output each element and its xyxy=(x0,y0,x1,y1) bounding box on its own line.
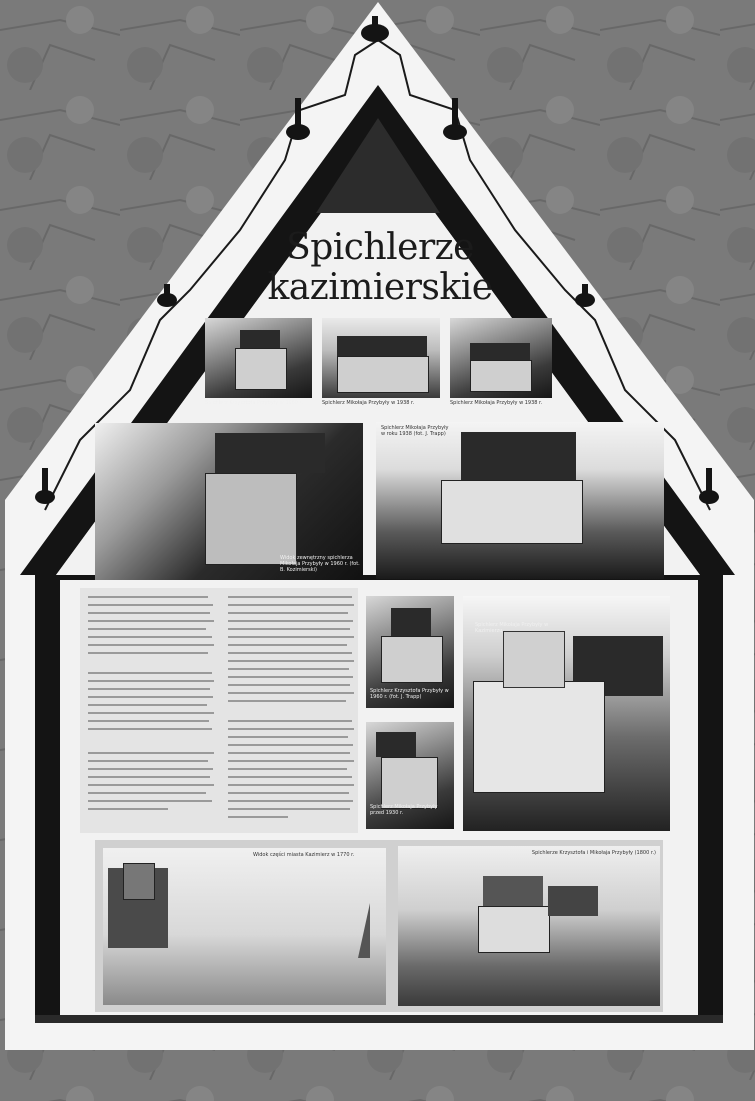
caption-big-right: Spichlerz Mikołaja Przybyły w Kazimierzu xyxy=(475,622,549,634)
caption-mid-2: Spichlerz Mikołaja Przybyły przed 1930 r. xyxy=(370,804,438,816)
title-line-1: Spichlerze xyxy=(286,227,474,268)
caption-small-1: Spichlerz Krzysztofa Przybyły w 1960 r. xyxy=(205,400,303,406)
caption-main-left: Widok zewnętrzny spichlerza Mikołaja Przybyły w 1960 r. (fot. B. Kozimierski) xyxy=(280,555,360,573)
caption-mid-1: Spichlerz Krzysztofa Przybyły w 1960 r. (fot. J. Trapp) xyxy=(370,688,449,700)
title-line-2: kazimierskie xyxy=(267,267,493,308)
article-text-right xyxy=(228,592,356,830)
caption-main-right: Spichlerz Mikołaja Przybyły w roku 1938 (fot. J. Trapp) xyxy=(381,425,449,437)
caption-bottom-right: Spichlerze Krzysztofa i Mikołaja Przybyły (1800 r.) xyxy=(531,850,656,856)
caption-small-3: Spichlerz Mikołaja Przybyły w 1938 r. xyxy=(450,400,543,406)
photo-granary-1 xyxy=(205,318,312,398)
photo-granary-big-right xyxy=(463,596,670,831)
engraving-left xyxy=(103,848,386,1005)
photo-granary-mid-1 xyxy=(366,596,454,708)
caption-small-2: Spichlerz Mikołaja Przybyły w 1938 r. xyxy=(322,400,415,406)
caption-bottom-left: Widok części miasta Kazimierz w 1770 r. xyxy=(253,852,355,858)
photo-granary-3 xyxy=(450,318,552,398)
photo-granary-main-right xyxy=(376,422,664,579)
engraving-right xyxy=(398,846,660,1006)
article-text-left xyxy=(88,592,216,830)
photo-granary-mid-2 xyxy=(366,722,454,829)
photo-granary-2 xyxy=(322,318,440,398)
photo-granary-main-left xyxy=(95,423,363,580)
